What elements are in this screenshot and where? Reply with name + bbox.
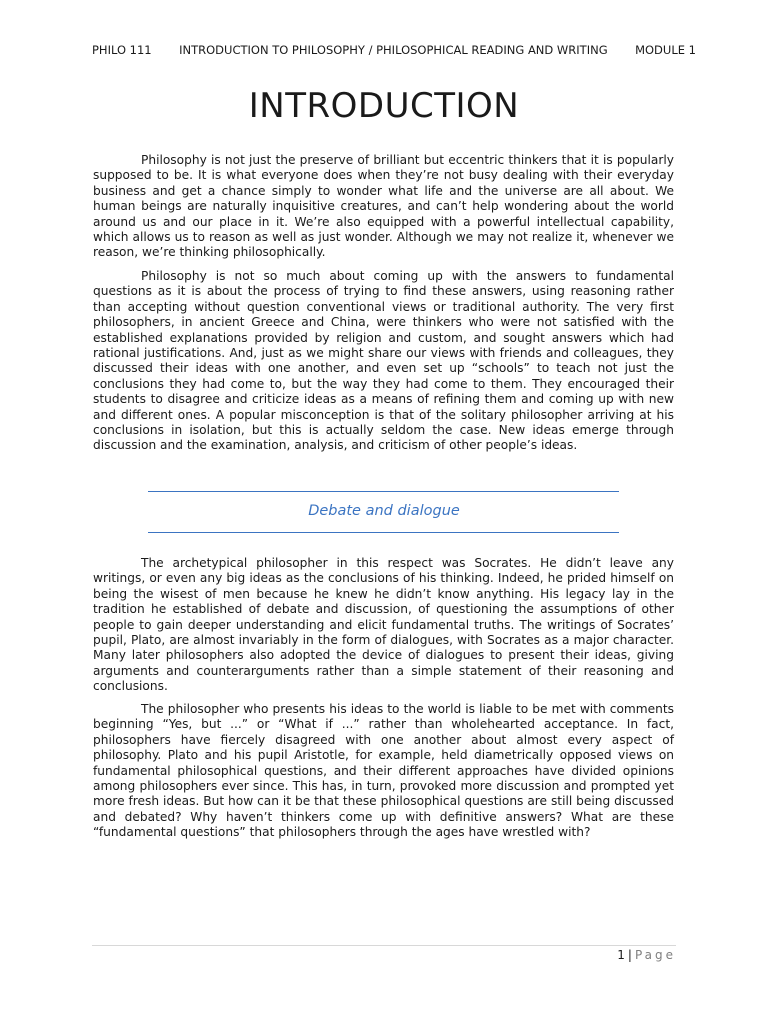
section-paragraph: The philosopher who presents his ideas to the world is liable to be met with comments beginning “Yes, but ...” or “What if ...” rather than wholehearted acceptance. In fact, philosophers have fiercely disagreed with one another about almost every aspect of philosophy. Plato and his pupil Aristotle, for example, held diametrically opposed views on fundamental philosophical questions, and their different approaches have divided opinions among philosophers ever since. This has, in turn, provoked more discussion and prompted yet more fresh ideas. But how can it be that these philosophical questions are still being discussed and debated? Why haven’t thinkers come up with definitive answers? What are these “fundamental questions” that philosophers through the ages have wrestled with? [93,702,674,840]
page-header [92,43,696,57]
intro-paragraph: Philosophy is not so much about coming up with the answers to fundamental questions as it is about the process of trying to find these answers, using reasoning rather than accepting without question conventional views or traditional authority. The very first philosophers, in ancient Greece and China, were thinkers who were not satisfied with the established explanations provided by religion and custom, and sought answers which had rational justifications. And, just as we might share our views with friends and colleagues, they discussed their ideas with one another, and even set up “schools” to teach not just the conclusions they had come to, but the way they had come to them. They encouraged their students to disagree and criticize ideas as a means of refining them and coming up with new and different ones. A popular misconception is that of the solitary philosopher arriving at his conclusions in isolation, but this is actually seldom the case. New ideas emerge through discussion and the examination, analysis, and criticism of other people’s ideas. [93,269,674,453]
section-divider-bottom [148,532,619,533]
section-paragraph-2-block [93,702,674,841]
intro-paragraph-2-block [93,269,674,454]
footer-separator: | [627,948,632,962]
page-label: Page [634,948,676,962]
section-heading: Debate and dialogue [308,503,460,519]
course-title: INTRODUCTION TO PHILOSOPHY / PHILOSOPHICAL READING AND WRITING [179,43,608,57]
page-number: 1 [617,948,625,962]
intro-paragraph-1-block [93,153,674,261]
footer-divider [92,945,676,946]
intro-paragraph: Philosophy is not just the preserve of brilliant but eccentric thinkers that it is popularly supposed to be. It is what everyone does when they’re not busy dealing with their everyday business and get a chance simply to wonder what life and the universe are all about. We human beings are naturally inquisitive creatures, and can’t help wondering about the world around us and our place in it. We’re also equipped with a powerful intellectual capability, which allows us to reason as well as just wonder. Although we may not realize it, whenever we reason, we’re thinking philosophically. [93,153,674,260]
page-title: INTRODUCTION [248,86,520,126]
section-divider-top [148,491,619,492]
section-paragraph: The archetypical philosopher in this respect was Socrates. He didn’t leave any writings, or even any big ideas as the conclusions of his thinking. Indeed, he prided himself on being the wisest of men because he knew he didn’t know anything. His legacy lay in the tradition he established of debate and discussion, of questioning the assumptions of other people to gain deeper understanding and elicit fundamental truths. The writings of Socrates’ pupil, Plato, are almost invariably in the form of dialogues, with Socrates as a major character. Many later philosophers also adopted the device of dialogues to present their ideas, giving arguments and counterarguments rather than a simple statement of their reasoning and conclusions. [93,556,674,694]
course-code: PHILO 111 [92,43,152,57]
section-paragraph-1-block [93,556,674,695]
module-label: MODULE 1 [635,43,696,57]
page-footer [617,948,676,962]
